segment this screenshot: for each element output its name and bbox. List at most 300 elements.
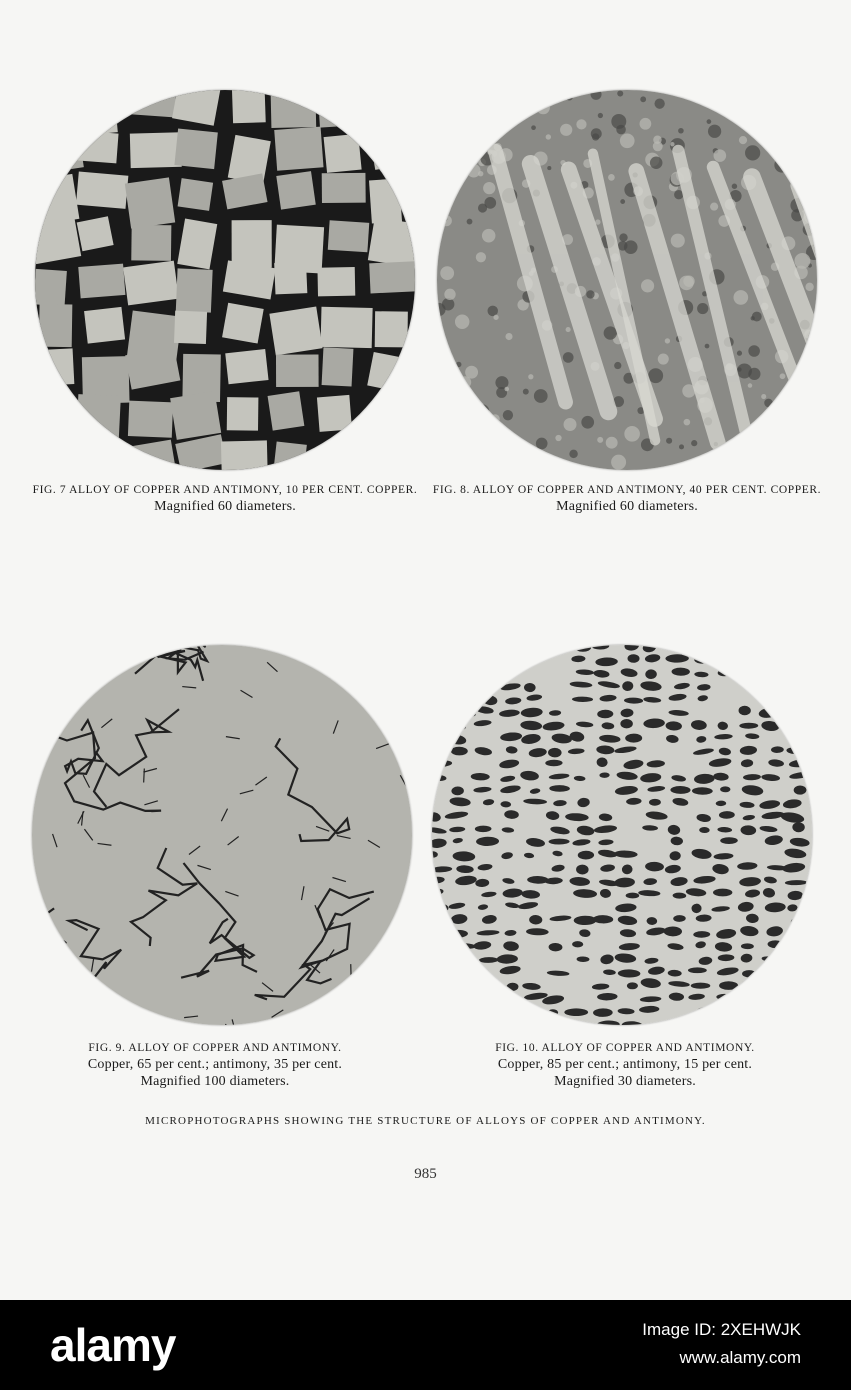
dendrite-dash (432, 733, 449, 742)
needle-mark (144, 769, 145, 783)
dendrite-dash (688, 967, 707, 973)
dendrite-dash (786, 693, 809, 702)
caption-fig9 (20, 1040, 410, 1090)
mottle-spot (748, 345, 760, 357)
crystal-block (222, 303, 264, 344)
caption-fig8 (432, 482, 822, 515)
mottle-spot (800, 115, 814, 129)
mottle-spot (476, 404, 490, 418)
mottle-spot (805, 460, 812, 467)
dendrite-dash (475, 655, 496, 665)
crystal-block (77, 131, 119, 164)
crystal-block (227, 397, 259, 431)
caption-fig10-magnification: Magnified 30 diameters. (554, 1074, 696, 1089)
dendrite-dash (794, 720, 807, 727)
mottle-spot (531, 125, 536, 130)
mottle-spot (640, 96, 646, 102)
dendrite-dash (788, 645, 808, 651)
mottle-spot (547, 467, 551, 470)
dendrite-dash (739, 1019, 752, 1025)
needle-mark (330, 666, 337, 678)
needle-mark (73, 692, 74, 706)
mottle-spot (566, 327, 571, 332)
dendrite-dash (785, 995, 809, 1002)
mottle-spot (467, 219, 473, 225)
mottle-spot (732, 184, 737, 189)
crystal-block (76, 394, 121, 442)
mottle-spot (670, 142, 674, 146)
dendrite-dash (744, 995, 763, 1002)
crystal-block (374, 439, 415, 470)
dendrite-dash (499, 996, 512, 1002)
mottle-spot (581, 416, 594, 429)
dendrite-dash (761, 658, 778, 665)
dendrite-dash (709, 1007, 734, 1019)
mottle-spot (598, 113, 603, 118)
dendrite-dash (795, 680, 807, 689)
crystal-block (322, 347, 354, 386)
mottle-spot (483, 182, 495, 194)
mottle-spot (441, 167, 456, 182)
dendrite-dash (432, 668, 449, 677)
crystal-block (268, 391, 305, 430)
mottle-spot (683, 275, 694, 286)
mottle-spot (523, 389, 529, 395)
mottle-spot (456, 362, 461, 367)
mottle-spot (465, 391, 473, 399)
crystal-block (274, 127, 323, 171)
crystal-block (232, 90, 266, 123)
mottle-spot (737, 367, 741, 371)
dendrite-dash (432, 966, 449, 975)
mottle-spot (502, 438, 514, 450)
dendrite-dash (768, 645, 786, 653)
dendrite-dash (432, 952, 446, 965)
mottle-spot (476, 252, 486, 262)
mottle-spot (640, 118, 652, 130)
dendrite-dash (450, 967, 470, 975)
mottle-spot (764, 399, 773, 408)
mottle-spot (809, 441, 817, 451)
mottle-spot (705, 344, 710, 349)
crystal-block (170, 391, 221, 440)
dendrite-dash (763, 681, 785, 690)
crystal-block (324, 134, 362, 173)
dendrite-dash (787, 979, 804, 989)
dendrite-dash (432, 1008, 446, 1017)
mottle-spot (666, 438, 672, 444)
dendrite-dash (794, 785, 807, 794)
mottle-spot (445, 381, 461, 397)
mottle-spot (547, 166, 551, 170)
site-url: www.alamy.com (679, 1348, 801, 1367)
dendrite-dash (432, 944, 441, 950)
mottle-spot (808, 95, 817, 109)
mottle-spot (525, 447, 532, 454)
crystal-block (82, 90, 118, 135)
mottle-spot (459, 376, 471, 388)
mottle-spot (491, 421, 496, 426)
dendrite-dash (769, 993, 785, 1003)
mottle-spot (671, 234, 685, 248)
dendrite-dash (771, 983, 784, 988)
mottle-spot (493, 315, 498, 320)
mottle-spot (617, 91, 623, 97)
mottle-spot (442, 402, 450, 410)
crystal-block (131, 225, 171, 261)
crystal-block (322, 173, 366, 203)
dendrite-dash (693, 1020, 709, 1025)
crystal-block (221, 440, 268, 470)
mottle-spot (678, 128, 684, 134)
dendrite-dash (432, 722, 444, 731)
crystal-block (368, 217, 415, 268)
crystal-block (174, 128, 217, 169)
caption-fig9-magnification: Magnified 100 diameters. (140, 1074, 290, 1089)
caption-fig10-composition: Copper, 85 per cent.; antimony, 15 per cent. (497, 1057, 753, 1072)
micrograph-fig10-image (432, 645, 812, 1025)
dendrite-dash (564, 1008, 588, 1016)
mottle-spot (482, 229, 496, 243)
dendrite-dash (664, 1019, 682, 1025)
mottle-spot (653, 136, 662, 145)
mottle-spot (505, 453, 512, 460)
mottle-spot (478, 171, 483, 176)
crystal-block (317, 267, 355, 296)
mottle-spot (787, 90, 796, 95)
page-number: 985 (414, 1166, 437, 1182)
mottle-spot (758, 100, 762, 104)
dendrite-dash (625, 734, 642, 743)
mottle-spot (798, 125, 808, 135)
image-id: Image ID: 2XEHWJK (642, 1320, 801, 1339)
mottle-spot (592, 133, 599, 140)
caption-fig10-heading: FIG. 10. ALLOY OF COPPER AND ANTIMONY. (495, 1042, 755, 1054)
dendrite-dash (432, 706, 444, 714)
dendrite-dash (791, 1005, 807, 1014)
mottle-spot (805, 366, 817, 381)
mottle-spot (508, 441, 519, 452)
mottle-spot (684, 419, 691, 426)
mottle-spot (752, 312, 762, 322)
dendrite-dash (523, 1020, 539, 1025)
crystal-block (276, 355, 319, 387)
micrograph-fig10 (432, 645, 812, 1025)
mottle-spot (697, 303, 708, 314)
mottle-spot (658, 354, 669, 365)
dendrite-dash (498, 653, 514, 663)
dendrite-dash (450, 692, 473, 704)
mottle-spot (604, 326, 617, 339)
caption-fig7-magnification: Magnified 60 diameters. (154, 499, 296, 514)
mottle-spot (787, 112, 791, 116)
mottle-spot (614, 362, 621, 369)
crystal-block (35, 216, 81, 264)
dendrite-dash (432, 913, 445, 924)
mottle-spot (555, 435, 561, 441)
needle-mark (81, 651, 92, 659)
crystal-block (328, 220, 370, 252)
dendrite-dash (506, 1007, 518, 1015)
dendrite-dash (432, 653, 443, 665)
mottle-spot (805, 283, 813, 291)
dendrite-dash (739, 645, 763, 648)
dendrite-dash (451, 670, 465, 678)
crystal-block (128, 401, 173, 438)
needle-mark (51, 994, 57, 1007)
caption-fig8-magnification: Magnified 60 diameters. (556, 499, 698, 514)
mottle-spot (684, 91, 688, 95)
dendrite-dash (481, 995, 494, 1001)
crystal-block (35, 269, 67, 306)
crystal-block (125, 177, 175, 228)
mottle-spot (536, 450, 545, 459)
crystal-block (367, 352, 405, 392)
dendrite-dash (480, 645, 498, 652)
dendrite-dash (620, 719, 633, 728)
micrograph-fig7-image (35, 90, 415, 470)
dendrite-dash (758, 1022, 781, 1025)
mottle-spot (438, 161, 442, 165)
crystal-block (375, 311, 408, 347)
dendrite-dash (719, 981, 738, 990)
mottle-spot (803, 413, 807, 417)
mottle-spot (648, 368, 663, 383)
mottle-spot (774, 157, 789, 172)
dendrite-dash (432, 645, 450, 650)
crack-line (389, 692, 412, 754)
mottle-spot (611, 114, 626, 129)
mottle-spot (753, 421, 767, 435)
crystal-block (276, 171, 315, 210)
mottle-spot (504, 387, 509, 392)
dendrite-dash (786, 668, 802, 674)
dendrite-dash (785, 968, 803, 975)
mottle-spot (458, 108, 466, 116)
mottle-spot (737, 351, 742, 356)
dendrite-dash (477, 681, 497, 692)
mottle-spot (620, 133, 635, 148)
mottle-spot (576, 119, 586, 129)
crystal-block (174, 311, 207, 344)
dendrite-dash (716, 994, 732, 1000)
dendrite-dash (715, 1021, 732, 1025)
mottle-spot (606, 437, 618, 449)
needle-mark (41, 1014, 44, 1025)
mottle-spot (534, 389, 548, 403)
mottle-spot (761, 394, 766, 399)
mottle-spot (519, 445, 527, 453)
watermark-footer (0, 1300, 851, 1390)
mottle-spot (546, 134, 551, 139)
mottle-spot (624, 426, 640, 442)
micrograph-fig8 (437, 90, 817, 470)
crystal-block (274, 262, 307, 295)
dendrite-dash (432, 683, 445, 691)
plate-title: MICROPHOTOGRAPHS SHOWING THE STRUCTURE OF ALLOYS OF COPPER AND ANTIMONY. (145, 1115, 706, 1127)
mottle-spot (505, 333, 512, 340)
mottle-spot (733, 290, 748, 305)
dendrite-dash (455, 1008, 468, 1016)
mottle-spot (795, 375, 800, 380)
mottle-spot (491, 414, 500, 423)
mottle-spot (478, 434, 491, 447)
mottle-spot (484, 197, 496, 209)
needle-mark (262, 1024, 263, 1025)
mottle-spot (714, 149, 727, 162)
mottle-spot (528, 374, 533, 379)
crystal-block (318, 90, 362, 127)
mottle-spot (769, 136, 774, 141)
mottle-spot (608, 174, 615, 181)
mottle-spot (507, 112, 521, 126)
mottle-spot (650, 156, 663, 169)
mottle-spot (488, 306, 498, 316)
crystal-block (78, 440, 120, 470)
mottle-spot (800, 144, 811, 155)
crystal-block (369, 178, 402, 223)
crystal-block (35, 90, 72, 126)
alamy-logo: alamy (50, 1319, 176, 1371)
mottle-spot (463, 129, 469, 135)
crystal-block (271, 93, 317, 128)
mottle-spot (780, 373, 786, 379)
mottle-spot (461, 149, 466, 154)
dendrite-dash (433, 994, 446, 1003)
crystal-block (38, 438, 80, 470)
needle-mark (126, 1007, 136, 1017)
crack-line (389, 979, 412, 1025)
dendrite-dash (759, 691, 782, 703)
mottle-spot (685, 90, 695, 96)
dendrite-dash (496, 667, 512, 677)
needle-mark (378, 995, 379, 1009)
dendrite-dash (791, 655, 812, 663)
dendrite-dash (432, 1019, 445, 1025)
mottle-spot (536, 438, 548, 450)
mottle-spot (794, 90, 802, 95)
mottle-spot (804, 196, 809, 201)
mottle-spot (707, 119, 712, 124)
dendrite-dash (471, 968, 489, 977)
mottle-spot (733, 95, 743, 105)
crystal-block (326, 436, 381, 470)
mottle-spot (748, 383, 753, 388)
mottle-spot (739, 136, 747, 144)
mottle-spot (597, 437, 603, 443)
dendrite-dash (432, 925, 444, 936)
crystal-block (232, 220, 272, 267)
crystal-block (130, 90, 176, 117)
mottle-spot (618, 241, 628, 251)
needle-mark (36, 945, 47, 953)
mottle-spot (641, 279, 654, 292)
mottle-spot (566, 93, 573, 100)
crystal-block (78, 264, 125, 299)
crystal-block (130, 132, 182, 168)
dendrite-dash (432, 979, 443, 989)
mottle-spot (438, 97, 447, 106)
crystal-block (36, 131, 84, 173)
needle-mark (394, 977, 397, 991)
crystal-block (84, 307, 125, 344)
caption-fig7-heading: FIG. 7 ALLOY OF COPPER AND ANTIMONY, 10 PER CENT. COPPER. (32, 484, 418, 496)
dendrite-dash (450, 653, 474, 662)
mottle-spot (537, 101, 550, 114)
mottle-spot (806, 90, 811, 95)
mottle-spot (620, 199, 625, 204)
crystal-block (39, 304, 72, 347)
mottle-spot (461, 171, 467, 177)
mottle-spot (619, 233, 627, 241)
mottle-spot (745, 458, 758, 470)
caption-fig8-heading: FIG. 8. ALLOY OF COPPER AND ANTIMONY, 40 PER CENT. COPPER. (432, 484, 822, 496)
mottle-spot (455, 315, 469, 329)
crystal-block (368, 93, 400, 140)
dendrite-dash (550, 1020, 561, 1025)
dendrite-dash (455, 1021, 477, 1025)
mottle-spot (802, 426, 809, 433)
dendrite-dash (691, 983, 711, 989)
dendrite-dash (764, 670, 784, 678)
mottle-spot (702, 93, 708, 99)
crystal-block (321, 307, 373, 348)
mottle-spot (710, 203, 718, 211)
dendrite-dash (794, 1019, 805, 1025)
crystal-block (37, 400, 74, 433)
mottle-spot (805, 155, 810, 160)
mottle-spot (752, 448, 761, 457)
needle-mark (410, 701, 412, 715)
mottle-spot (456, 163, 462, 169)
mottle-spot (442, 216, 448, 222)
dendrite-dash (739, 706, 751, 716)
needle-mark (345, 1019, 359, 1021)
mottle-spot (569, 450, 577, 458)
crystal-block (176, 268, 213, 312)
mottle-spot (444, 289, 455, 300)
caption-fig9-composition: Copper, 65 per cent.; antimony, 35 per cent. (87, 1057, 343, 1072)
dendrite-dash (448, 981, 465, 988)
mottle-spot (440, 266, 454, 280)
mottle-spot (655, 99, 665, 109)
micrograph-fig9-image (32, 645, 412, 1025)
mottle-spot (481, 90, 494, 101)
mottle-spot (688, 90, 694, 94)
mottle-spot (708, 125, 721, 138)
needle-mark (42, 715, 48, 728)
crystal-block (77, 216, 114, 251)
needle-mark (392, 950, 396, 964)
mottle-spot (691, 440, 697, 446)
dendrite-dash (766, 1006, 778, 1012)
micrograph-fig9 (32, 645, 412, 1025)
crystal-block (225, 349, 268, 384)
mottle-spot (586, 290, 594, 298)
crystal-block (76, 171, 128, 208)
micrograph-fig8-image (437, 90, 817, 470)
caption-fig9-heading: FIG. 9. ALLOY OF COPPER AND ANTIMONY. (88, 1042, 342, 1054)
dendrite-dash (476, 1019, 497, 1025)
mottle-spot (503, 410, 513, 420)
mottle-spot (437, 456, 444, 467)
mottle-spot (779, 392, 784, 397)
caption-fig10 (430, 1040, 820, 1090)
crystal-block (178, 178, 214, 211)
mottle-spot (611, 455, 626, 470)
needle-mark (395, 958, 409, 962)
micrograph-fig7 (35, 90, 415, 470)
